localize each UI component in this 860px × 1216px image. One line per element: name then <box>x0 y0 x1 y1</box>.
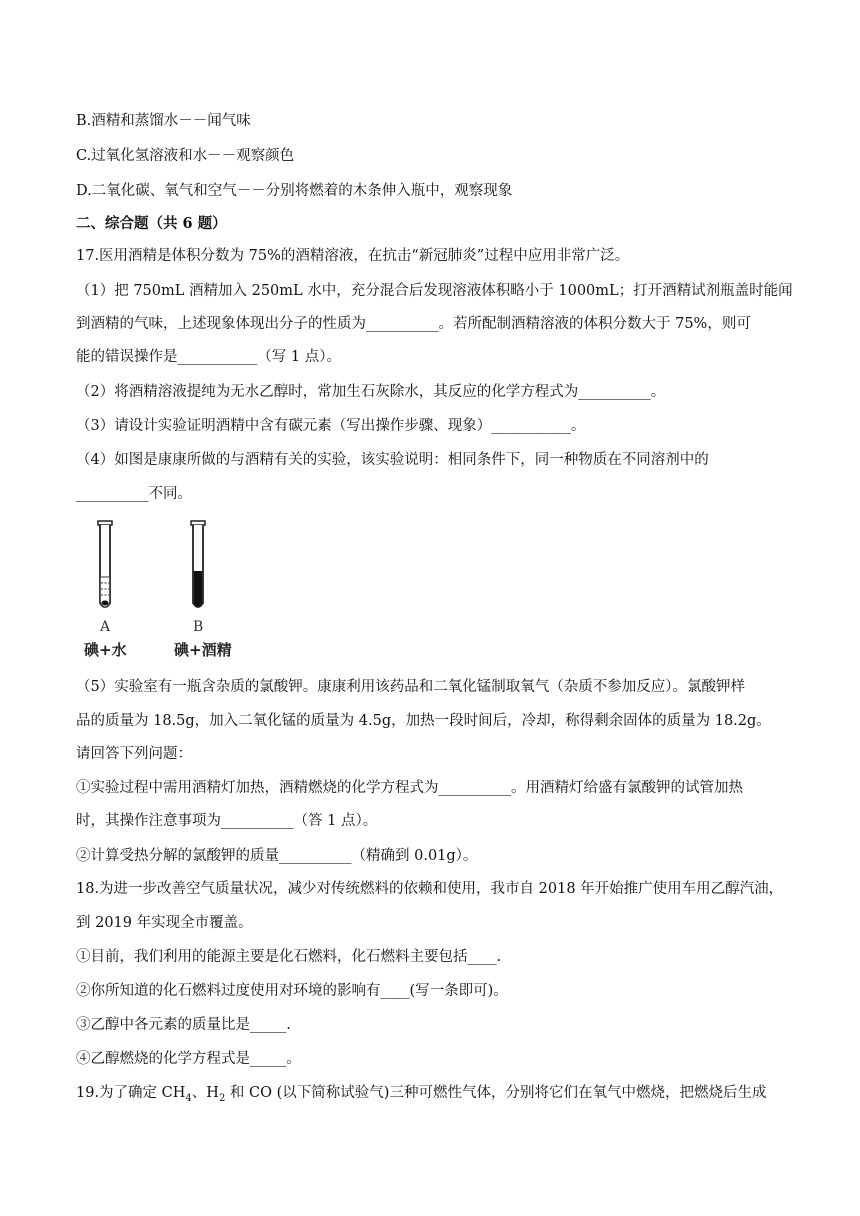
test-tube-figure <box>76 515 246 665</box>
question-19-text-h: 、H <box>191 1085 219 1101</box>
question-18-item4: ④乙醇燃烧的化学方程式是_____。 <box>76 1051 301 1067</box>
question-18-stem-line2: 到 2019 年实现全市覆盖。 <box>76 915 253 931</box>
tube-a-label: 碘+水 <box>84 641 127 659</box>
question-17-part1-line3: 能的错误操作是___________（写 1 点）。 <box>76 349 341 365</box>
option-b: B.酒精和蒸馏水－－闻气味 <box>76 113 251 129</box>
question-17-part5-sub1-line1: ①实验过程中需用酒精灯加热，酒精燃烧的化学方程式为__________。用酒精灯给盛有氯酸钾的试管加热 <box>76 780 743 796</box>
section-heading: 二、综合题（共 6 题） <box>76 215 227 232</box>
tube-a-letter: A <box>100 619 111 635</box>
question-17-part5-sub2: ②计算受热分解的氯酸钾的质量__________（精确到 0.01g）。 <box>76 848 478 864</box>
tube-b-label: 碘+酒精 <box>174 641 232 659</box>
question-19-subscript-2: 2 <box>218 1092 226 1104</box>
question-17-part5-line2: 品的质量为 18.5g，加入二氧化锰的质量为 4.5g，加热一段时间后，冷却，称得剩余固体的质量为 18.2g。 <box>76 713 771 729</box>
question-19-text-start: 19.为了确定 CH <box>76 1085 186 1101</box>
question-18-item1: ①目前，我们利用的能源主要是化石燃料，化石燃料主要包括____. <box>76 949 502 965</box>
test-tube-b <box>191 521 205 607</box>
question-17-part5-line3: 请回答下列问题： <box>76 746 192 762</box>
question-18-item2: ②你所知道的化石燃料过度使用对环境的影响有____(写一条即可)。 <box>76 983 508 999</box>
question-17-part1-line1: （1）把 750mL 酒精加入 250mL 水中，充分混合后发现溶液体积略小于 1000mL；打开酒精试剂瓶盖时能闻 <box>76 283 793 299</box>
question-17-part2: （2）将酒精溶液提纯为无水乙醇时，常加生石灰除水，其反应的化学方程式为__________。 <box>76 384 666 400</box>
question-17-part1-line2: 到酒精的气味，上述现象体现出分子的性质为__________。若所配制酒精溶液的体积分数大于 75%，则可 <box>76 316 751 332</box>
question-19-stem <box>76 1083 766 1109</box>
question-18-item3: ③乙醇中各元素的质量比是_____. <box>76 1017 291 1033</box>
question-17-part4-line1: （4）如图是康康所做的与酒精有关的实验，该实验说明：相同条件下，同一种物质在不同溶剂中的 <box>76 452 709 468</box>
question-17-stem: 17.医用酒精是体积分数为 75%的酒精溶液，在抗击“新冠肺炎”过程中应用非常广泛。 <box>76 248 630 264</box>
question-17-part5-sub1-line2: 时，其操作注意事项为__________（答 1 点）。 <box>76 813 378 829</box>
option-d: D.二氧化碳、氧气和空气－－分别将燃着的木条伸入瓶中，观察现象 <box>76 183 513 199</box>
question-17-part4-line2: __________不同。 <box>76 486 192 502</box>
question-18-stem-line1: 18.为进一步改善空气质量状况，减少对传统燃料的依赖和使用，我市自 2018 年开始推广使用车用乙醇汽油， <box>76 881 784 897</box>
question-17-part5-line1: （5）实验室有一瓶含杂质的氯酸钾。康康利用该药品和二氧化锰制取氧气（杂质不参加反应）。氯酸钾样 <box>76 679 745 695</box>
option-c: C.过氧化氢溶液和水－－观察颜色 <box>76 148 295 164</box>
question-19-subscript-4: 4 <box>185 1092 192 1104</box>
test-tube-a <box>98 521 112 607</box>
tube-b-letter: B <box>193 619 204 635</box>
question-19-text-rest: 和 CO (以下简称试验气)三种可燃性气体，分别将它们在氧气中燃烧，把燃烧后生成 <box>225 1085 767 1101</box>
question-17-part3: （3）请设计实验证明酒精中含有碳元素（写出操作步骤、现象）___________。 <box>76 418 586 434</box>
